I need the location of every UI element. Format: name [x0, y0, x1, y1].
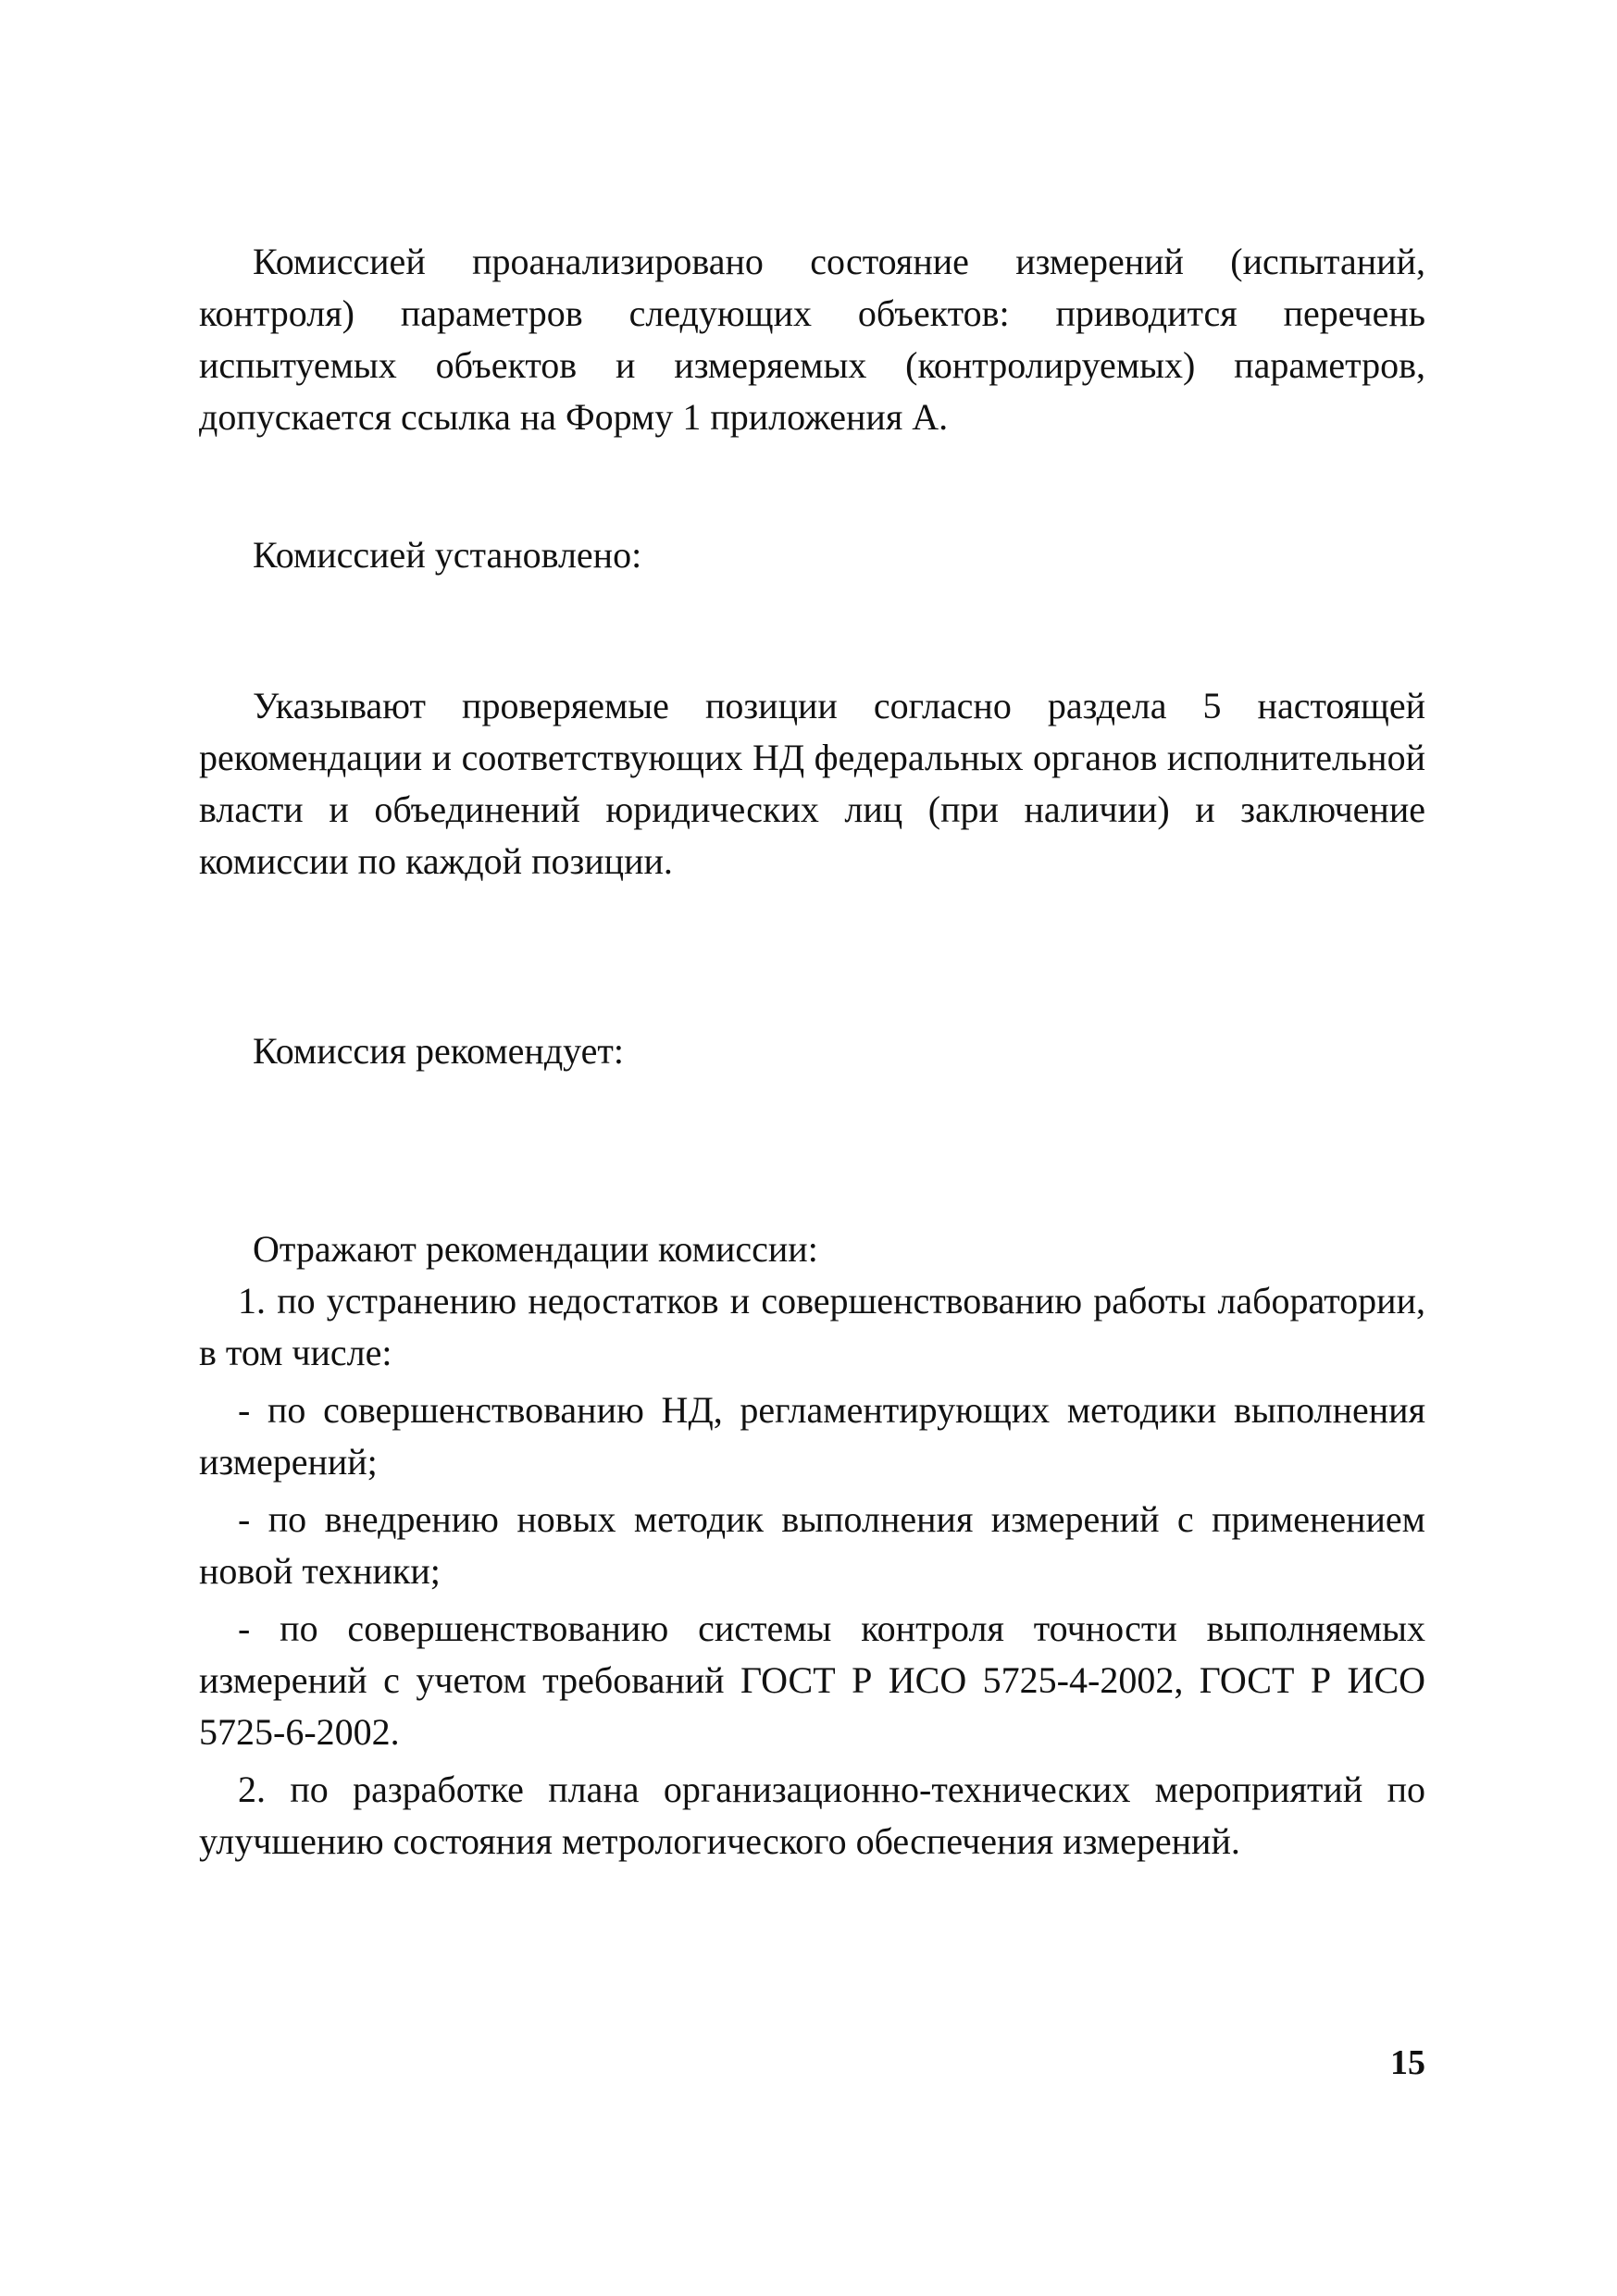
- recommendation-item: - по совершенствованию НД, регламентирующих методики выполнения измерений;: [199, 1389, 1425, 1483]
- established-heading: Комиссией установлено:: [253, 534, 642, 576]
- recommendation-item: 2. по разработке плана организационно-технических мероприятий по улучшению состояния метрологического обеспечения измерений.: [199, 1769, 1425, 1862]
- recommendation-item: - по совершенствованию системы контроля точности выполняемых измерений с учетом требований ГОСТ Р ИСО 5725-4-2002, ГОСТ Р ИСО 5725-6-2002.: [199, 1607, 1425, 1753]
- recommends-heading: Комиссия рекомендует:: [253, 1030, 624, 1072]
- analysis-paragraph: Комиссией проанализировано состояние измерений (испытаний, контроля) параметров следующих объектов: приводится перечень испытуемых объектов и измеряемых (контролируемых) параметров, допускается ссылка на Форму 1 приложения А.: [199, 241, 1425, 438]
- recommendation-item: - по внедрению новых методик выполнения измерений с применением новой техники;: [199, 1498, 1425, 1592]
- recommendation-item: 1. по устранению недостатков и совершенствованию работы лаборатории, в том числе:: [199, 1280, 1425, 1373]
- recommendations-intro: Отражают рекомендации комиссии:: [253, 1228, 818, 1270]
- positions-paragraph: Указывают проверяемые позиции согласно раздела 5 настоящей рекомендации и соответствующих НД федеральных органов исполнительной власти и объединений юридических лиц (при наличии) и заключение комиссии по каждой позиции.: [199, 685, 1425, 882]
- recommendations-list: [199, 1275, 1425, 1873]
- page-number: 15: [1390, 2043, 1425, 2082]
